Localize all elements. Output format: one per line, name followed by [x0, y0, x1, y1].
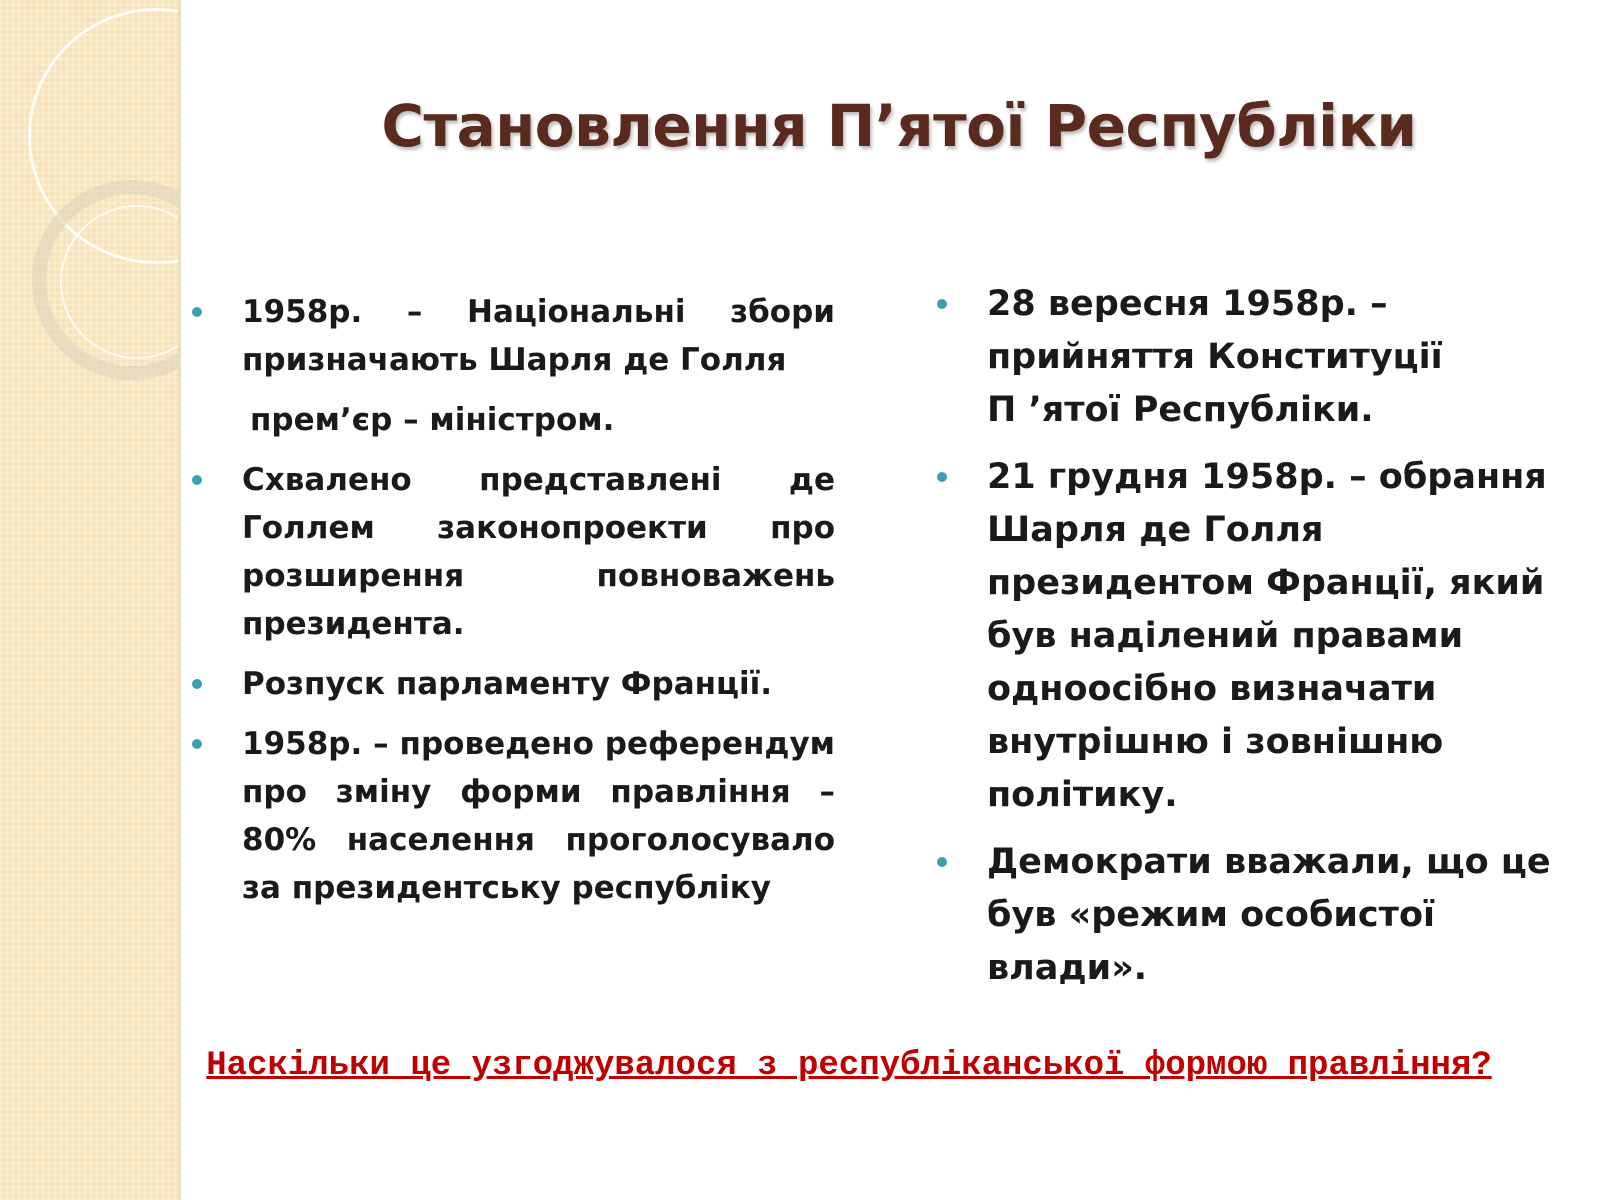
slide-title: Становлення П’ятої Республіки [381, 92, 1417, 160]
list-item-line: був наділений правами [987, 616, 1464, 656]
bullet-icon [192, 307, 202, 317]
list-item-continuation: прем’єр – міністром. [250, 402, 615, 438]
right-column [935, 278, 1555, 1009]
bullet-icon [937, 472, 947, 482]
bullet-icon [192, 739, 202, 749]
list-item-text: Розпуск парламенту Франції. [242, 666, 773, 702]
list-item-text: Схвалено представлені де Голлем законопроекти про розширення повноважень президента. [242, 462, 835, 642]
list-item-line: П ’ятої Республіки. [987, 390, 1374, 430]
list-item [190, 288, 835, 384]
list-item-text: 1958р. – Національні збори призначають Шарля де Голля [242, 294, 835, 378]
bullet-icon [937, 299, 947, 309]
list-item-line: одноосібно визначати [987, 669, 1437, 709]
list-item-line: внутрішню і зовнішню [987, 722, 1444, 762]
question-text: Наскільки це узгоджувалося з республіканської формою правління? [206, 1047, 1492, 1085]
list-item-line: був «режим особистої [987, 895, 1436, 935]
bullet-icon [937, 857, 947, 867]
list-item-line: Шарля де Голля [987, 510, 1324, 550]
list-item-line: прийняття Конституції [987, 337, 1443, 377]
list-item-line: 21 грудня 1958р. – обрання [987, 457, 1547, 497]
list-item [190, 720, 835, 912]
list-item-line: президентом Франції, який [987, 563, 1545, 603]
list-item-line: Демократи вважали, що це [987, 842, 1551, 882]
list-item-text: 1958р. – проведено референдум про зміну форми правління – 80% населення проголосувало за президентську республіку [242, 726, 835, 906]
left-column [190, 288, 835, 924]
list-item [935, 278, 1555, 437]
list-item [190, 456, 835, 648]
list-item-line: влади». [987, 948, 1148, 988]
bullet-icon [192, 475, 202, 485]
list-item-line: політику. [987, 775, 1178, 815]
list-item [935, 451, 1555, 822]
decorative-sidebar [0, 0, 181, 1200]
list-item [935, 836, 1555, 995]
bullet-icon [192, 679, 202, 689]
list-item [190, 660, 835, 708]
list-item-line: 28 вересня 1958р. – [987, 284, 1388, 324]
